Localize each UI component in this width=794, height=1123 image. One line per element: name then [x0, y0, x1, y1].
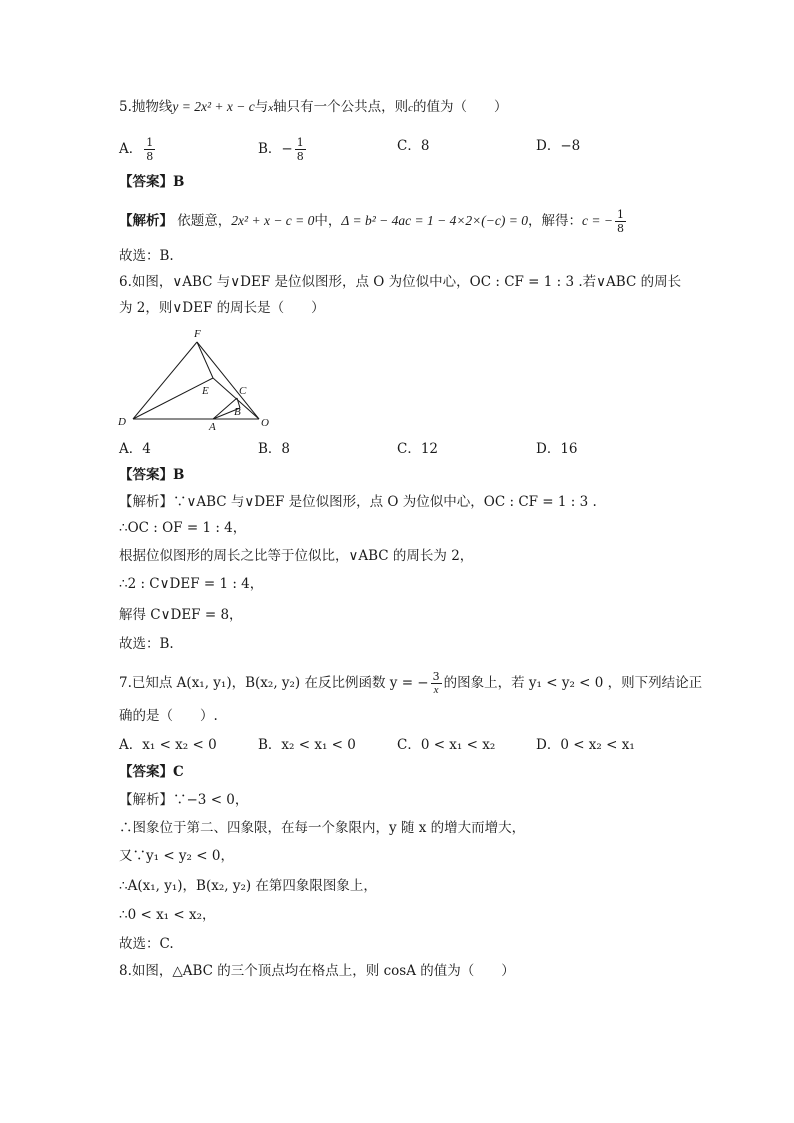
q5-analysis-text2: 中， — [314, 213, 342, 229]
q5-option-b-fraction — [295, 136, 306, 163]
q5-analysis-eq2: Δ = b² − 4ac = 1 − 4×2×(−c) = 0 — [341, 213, 528, 228]
segment-ED — [133, 378, 213, 419]
q6-stem-line2: 为 2，则∨DEF 的周长是（ ） — [119, 300, 325, 316]
q5-prefix: 5.抛物线 — [119, 99, 173, 115]
segment-FO — [197, 342, 259, 419]
numerator: 1 — [616, 208, 624, 221]
q5-option-a — [119, 136, 157, 163]
q5-analysis-label: 【解析】 — [119, 213, 173, 229]
label-A: A — [209, 421, 216, 433]
q7-analysis-line: ∴A(x₁, y₁)，B(x₂, y₂) 在第四象限图象上， — [119, 878, 377, 894]
q7-answer: 【答案】C — [119, 764, 184, 780]
q7-conclusion: 故选：C. — [119, 936, 174, 952]
numerator: 1 — [146, 136, 154, 149]
q5-suffix: 的值为（ ） — [413, 99, 508, 115]
q8-stem: 8.如图，△ABC 的三个顶点均在格点上，则 cosA 的值为（ ） — [119, 963, 515, 979]
q6-analysis-line: 解得 C∨DEF = 8， — [119, 607, 243, 623]
q5-analysis — [119, 208, 628, 235]
q5-option-a-fraction — [144, 136, 155, 163]
q6-option-b: B．8 — [258, 441, 291, 457]
q6-analysis-line: 【解析】∵∨ABC 与∨DEF 是位似图形，点 O 为位似中心，OC : CF = 1 : 3 . — [119, 494, 597, 510]
q5-analysis-text3: ，解得： — [528, 213, 582, 229]
q5-analysis-eq1: 2x² + x − c = 0 — [231, 213, 315, 228]
q7-stem-line1 — [119, 670, 702, 697]
numerator: 1 — [296, 136, 304, 149]
numerator: 3 — [432, 670, 440, 683]
denominator: 8 — [616, 222, 624, 235]
q5-option-b — [258, 136, 308, 163]
q7-option-b: B．x₂ < x₁ < 0 — [258, 737, 356, 753]
q7-option-a: A．x₁ < x₂ < 0 — [119, 737, 217, 753]
q7-option-c: C．0 < x₁ < x₂ — [397, 737, 496, 753]
q6-answer: 【答案】B — [119, 467, 185, 483]
denominator: 8 — [146, 150, 154, 163]
q6-analysis-line: ∴2 : C∨DEF = 1 : 4， — [119, 576, 264, 592]
q6-stem-line1: 6.如图，∨ABC 与∨DEF 是位似图形，点 O 为位似中心，OC : CF = 1 : 3 .若∨ABC 的周长 — [119, 274, 682, 290]
q5-option-c: C．8 — [397, 138, 430, 154]
q7-stem-part-a: 7.已知点 A(x₁, y₁)，B(x₂, y₂) 在反比例函数 y = − — [119, 675, 429, 691]
q5-answer: 【答案】B — [119, 174, 185, 190]
label-C: C — [239, 385, 247, 397]
q5-option-d: D．−8 — [536, 138, 581, 154]
segment-DF — [133, 342, 197, 419]
q6-analysis-line: ∴OC : OF = 1 : 4， — [119, 520, 247, 536]
q6-option-a: A．4 — [119, 441, 151, 457]
q5-analysis-text1: 依题意， — [177, 213, 232, 229]
label-F: F — [194, 328, 201, 340]
q7-analysis-line: 又∵y₁ < y₂ < 0， — [119, 848, 234, 864]
q6-conclusion: 故选：B. — [119, 636, 174, 652]
q7-stem-part-b: 的图象上，若 y₁ < y₂ < 0 ，则下列结论正 — [443, 675, 703, 691]
q7-stem-line2: 确的是（ ）. — [119, 708, 218, 724]
q7-fraction — [431, 670, 442, 697]
q5-option-a-label: A． — [119, 141, 143, 157]
segment-FE — [197, 342, 213, 378]
q6-option-d: D．16 — [536, 441, 578, 457]
q7-analysis-line: ∴0 < x₁ < x₂， — [119, 907, 216, 923]
q5-analysis-fraction — [615, 208, 626, 235]
label-D: D — [118, 416, 126, 428]
q5-text-mid: 轴只有一个公共点，则 — [273, 99, 409, 115]
q6-option-c: C．12 — [397, 441, 439, 457]
q7-option-d: D．0 < x₂ < x₁ — [536, 737, 635, 753]
q5-equation: y = 2x² + x − c — [172, 99, 255, 114]
q5-stem — [119, 97, 508, 118]
q5-option-b-label: B．− — [258, 141, 293, 157]
q5-axis-var: x — [268, 102, 274, 114]
label-B: B — [234, 406, 241, 418]
q5-conclusion: 故选：B. — [119, 248, 174, 264]
label-O: O — [261, 417, 269, 429]
q7-analysis-line: 【解析】∵−3 < 0， — [119, 792, 249, 808]
label-E: E — [202, 385, 209, 397]
denominator: 8 — [296, 150, 304, 163]
q6-similar-triangles-figure — [115, 322, 285, 434]
q5-analysis-eq3: c = − — [582, 213, 613, 228]
q6-analysis-line: 根据位似图形的周长之比等于位似比，∨ABC 的周长为 2， — [119, 548, 474, 564]
q5-c-var: c — [408, 102, 414, 114]
denominator: x — [431, 683, 442, 697]
q5-text-and: 与 — [254, 99, 269, 115]
q7-analysis-line: ∴图象位于第二、四象限，在每一个象限内，y 随 x 的增大而增大， — [119, 820, 526, 836]
